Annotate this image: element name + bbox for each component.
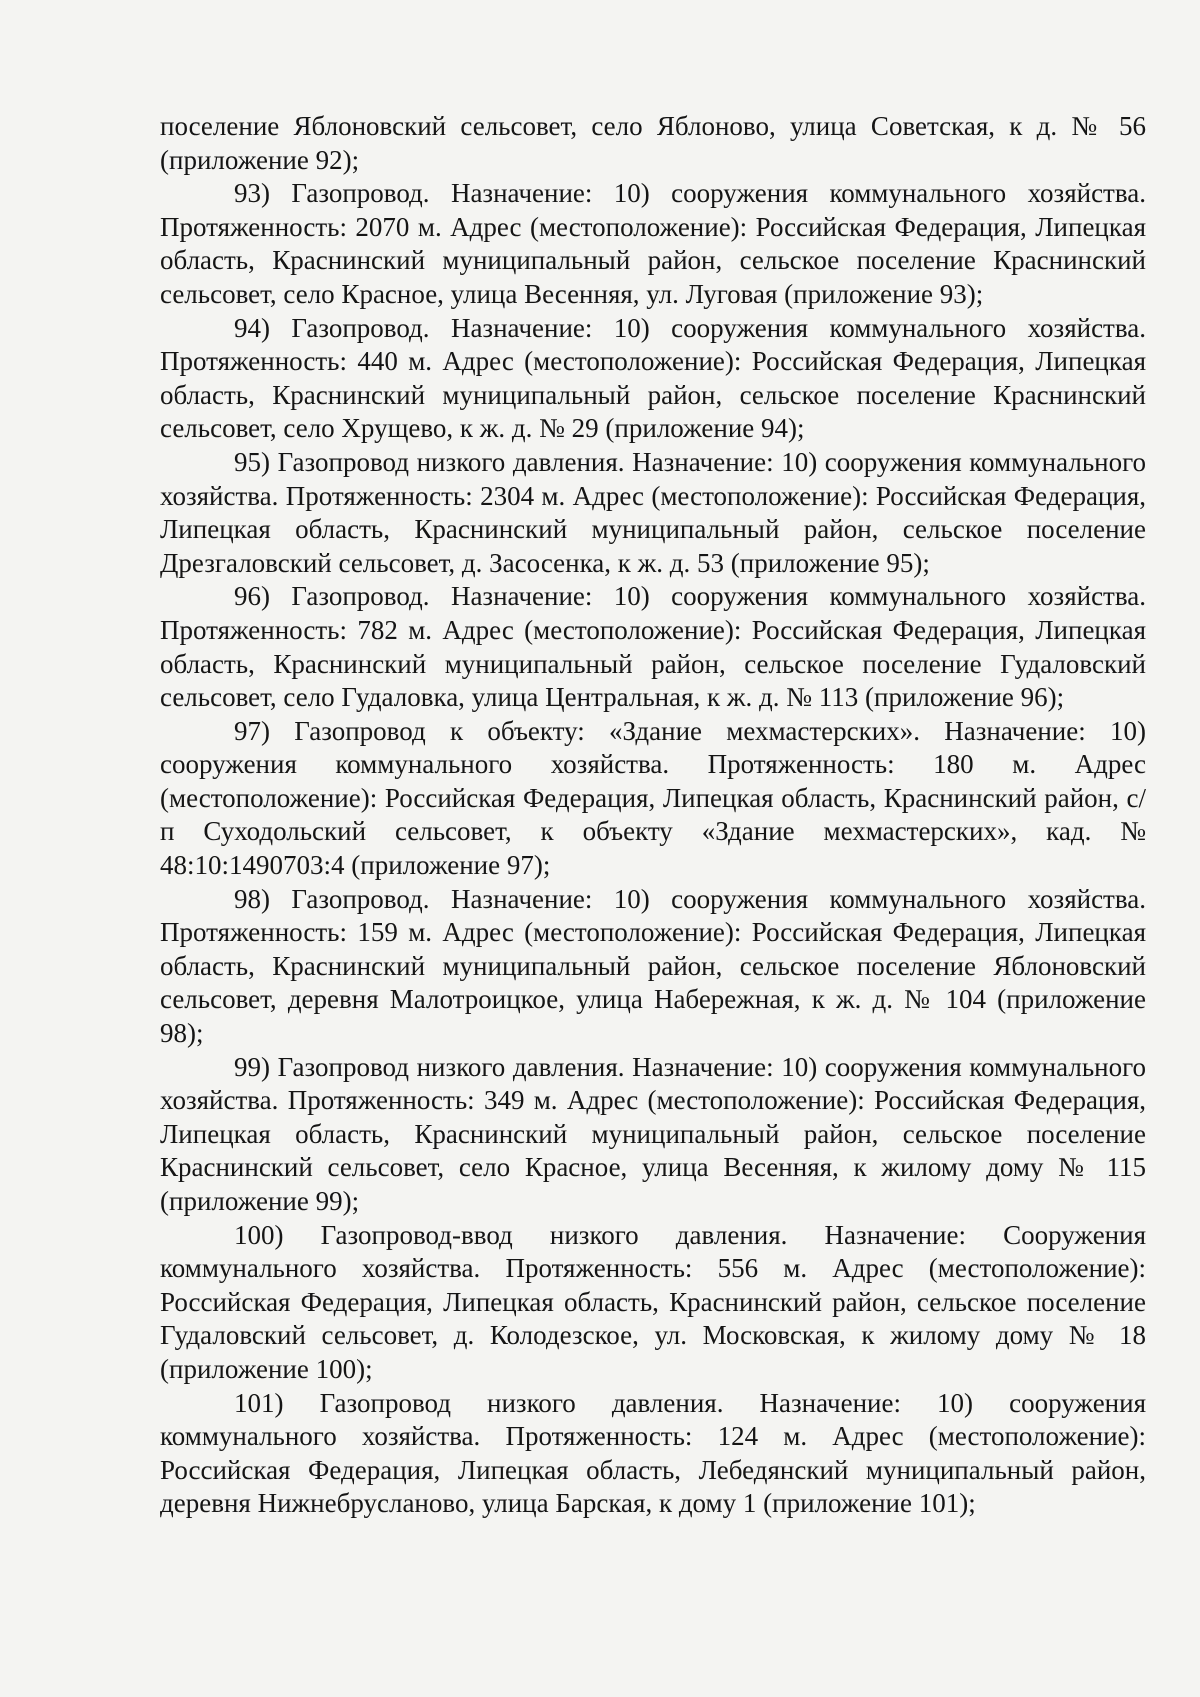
list-item-93: 93) Газопровод. Назначение: 10) сооружения коммунального хозяйства. Протяженность: 2070 м. Адрес (местоположение): Российская Федерация, Липецкая область, Краснинский муниципальный район, сельское поселение Краснинский сельсовет, село Красное, улица Весенняя, ул. Луговая (приложение 93);	[160, 178, 1146, 309]
list-item-100: 100) Газопровод-ввод низкого давления. Назначение: Сооружения коммунального хозяйства. Протяженность: 556 м. Адрес (местоположение): Российская Федерация, Липецкая область, Краснинский район, сельское поселение Гудаловский сельсовет, д. Колодезское, ул. Московская, к жилому дому № 18 (приложение 100);	[160, 1219, 1146, 1384]
list-item-99: 99) Газопровод низкого давления. Назначение: 10) сооружения коммунального хозяйства. Протяженность: 349 м. Адрес (местоположение): Российская Федерация, Липецкая область, Краснинский муниципальный район, сельское поселение Краснинский сельсовет, село Красное, улица Весенняя, к жилому дому № 115 (приложение 99);	[160, 1051, 1146, 1216]
list-item-94: 94) Газопровод. Назначение: 10) сооружения коммунального хозяйства. Протяженность: 440 м. Адрес (местоположение): Российская Федерация, Липецкая область, Краснинский муниципальный район, сельское поселение Краснинский сельсовет, село Хрущево, к ж. д. № 29 (приложение 94);	[160, 312, 1146, 444]
list-item-95: 95) Газопровод низкого давления. Назначение: 10) сооружения коммунального хозяйства. Протяженность: 2304 м. Адрес (местоположение): Российская Федерация, Липецкая область, Краснинский муниципальный район, сельское поселение Дрезгаловский сельсовет, д. Засосенка, к ж. д. 53 (приложение 95);	[160, 446, 1146, 578]
continuation-paragraph: поселение Яблоновский сельсовет, село Яблоново, улица Советская, к д. № 56 (приложение 92);	[160, 111, 1146, 175]
document-body	[160, 110, 1146, 1521]
list-item-96: 96) Газопровод. Назначение: 10) сооружения коммунального хозяйства. Протяженность: 782 м. Адрес (местоположение): Российская Федерация, Липецкая область, Краснинский муниципальный район, сельское поселение Гудаловский сельсовет, село Гудаловка, улица Центральная, к ж. д. № 113 (приложение 96);	[160, 581, 1146, 713]
list-item-101: 101) Газопровод низкого давления. Назначение: 10) сооружения коммунального хозяйства. Протяженность: 124 м. Адрес (местоположение): Российская Федерация, Липецкая область, Лебедянский муниципальный район, деревня Нижнебрусланово, улица Барская, к дому 1 (приложение 101);	[160, 1387, 1146, 1519]
list-item-98: 98) Газопровод. Назначение: 10) сооружения коммунального хозяйства. Протяженность: 159 м. Адрес (местоположение): Российская Федерация, Липецкая область, Краснинский муниципальный район, сельское поселение Яблоновский сельсовет, деревня Малотроицкое, улица Набережная, к ж. д. № 104 (приложение 98);	[160, 883, 1146, 1049]
list-item-97: 97) Газопровод к объекту: «Здание мехмастерских». Назначение: 10) сооружения коммунального хозяйства. Протяженность: 180 м. Адрес (местоположение): Российская Федерация, Липецкая область, Краснинский район, с/п Суходольский сельсовет, к объекту «Здание мехмастерских», кад. № 48:10:1490703:4 (приложение 97);	[160, 715, 1146, 881]
